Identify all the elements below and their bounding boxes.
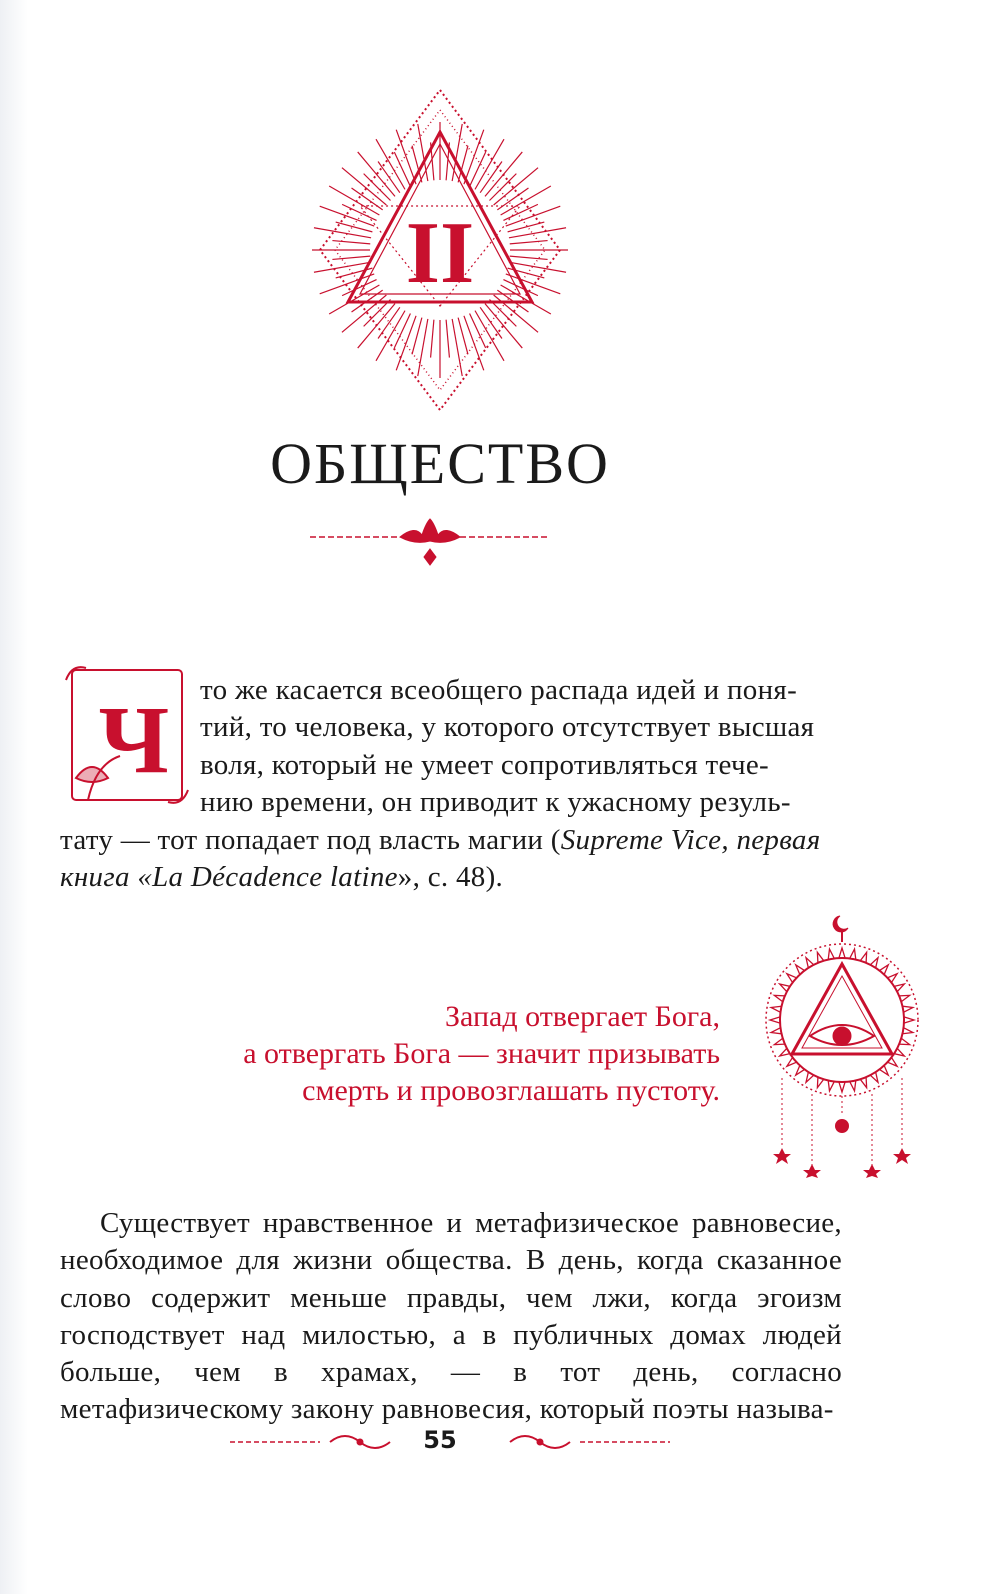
eye-of-providence-icon xyxy=(752,908,932,1178)
paragraph-1-bottom xyxy=(60,822,840,897)
quote-line: а отвергать Бога — значит призывать xyxy=(243,1037,720,1070)
emblem-ray xyxy=(510,241,548,244)
emblem-ray xyxy=(332,241,370,244)
paragraph-2: Существует нравственное и метафизическое равновесие, необходимое для жизни общества. В день, когда сказанное слово содержит меньше правды, чем лжи, когда эгоизм господствует над милостью, а в публичных домах людей больше, чем в храмах, — в тот день, согласно метафизическому закону равновесия, который поэты называ- xyxy=(60,1207,842,1426)
emblem-ray xyxy=(378,162,400,193)
paragraph-line: воля, который не умеет сопротивляться тече- xyxy=(200,748,769,781)
emblem-ray xyxy=(446,320,449,358)
title-ornament xyxy=(310,515,550,575)
paragraph-1-top xyxy=(200,672,840,821)
eye-emblem-ray xyxy=(899,995,910,1001)
eye-emblem-ray xyxy=(770,1017,780,1023)
eye-emblem-ray xyxy=(774,1038,785,1044)
citation-italic: Supreme Vice, первая xyxy=(560,824,821,856)
eye-emblem-ray xyxy=(774,995,785,1001)
eye-emblem-ray xyxy=(904,1017,914,1023)
paragraph-line: », с. 48). xyxy=(397,861,504,894)
paragraph-line: тату — тот попадает под власть магии ( xyxy=(60,824,561,856)
radiant-triangle-icon xyxy=(300,80,580,420)
quote-line: Запад отвергает Бога, xyxy=(445,1000,720,1033)
emblem-ray xyxy=(394,152,410,186)
page-number: 55 xyxy=(423,1426,457,1454)
chapter-numeral: II xyxy=(405,205,475,302)
eye-emblem-ray xyxy=(817,1077,823,1088)
pull-quote xyxy=(120,998,720,1109)
emblem-ray xyxy=(332,256,370,259)
eye-emblem-ray xyxy=(899,1038,910,1044)
page-edge xyxy=(0,0,28,1594)
eye-emblem-ray xyxy=(839,948,845,958)
emblem-ray xyxy=(470,152,486,186)
eye-emblem-ray xyxy=(860,1077,866,1088)
citation-italic: книга «La Décadence latine xyxy=(60,861,398,894)
emblem-ray xyxy=(503,204,537,220)
chapter-title: ОБЩЕСТВО xyxy=(270,431,610,496)
emblem-ray xyxy=(431,320,434,358)
emblem-ray xyxy=(470,313,486,347)
emblem-ray xyxy=(510,256,548,259)
eye-emblem-ray xyxy=(817,952,823,963)
dropcap-ornament xyxy=(62,660,192,810)
paragraph-line: тий, то человека, у которого отсутствует высшая xyxy=(200,711,815,744)
eye-emblem-ray xyxy=(839,1082,845,1092)
emblem-ray xyxy=(394,313,410,347)
paragraph-line: нию времени, он приводит к ужасному резуль- xyxy=(200,785,791,818)
dropcap-letter: Ч xyxy=(98,686,170,793)
eye-emblem-ray xyxy=(860,952,866,963)
paragraph-line: то же касается всеобщего распада идей и поня- xyxy=(200,674,798,706)
emblem-ray xyxy=(378,307,400,338)
quote-line: смерть и провозглашать пустоту. xyxy=(302,1074,720,1107)
